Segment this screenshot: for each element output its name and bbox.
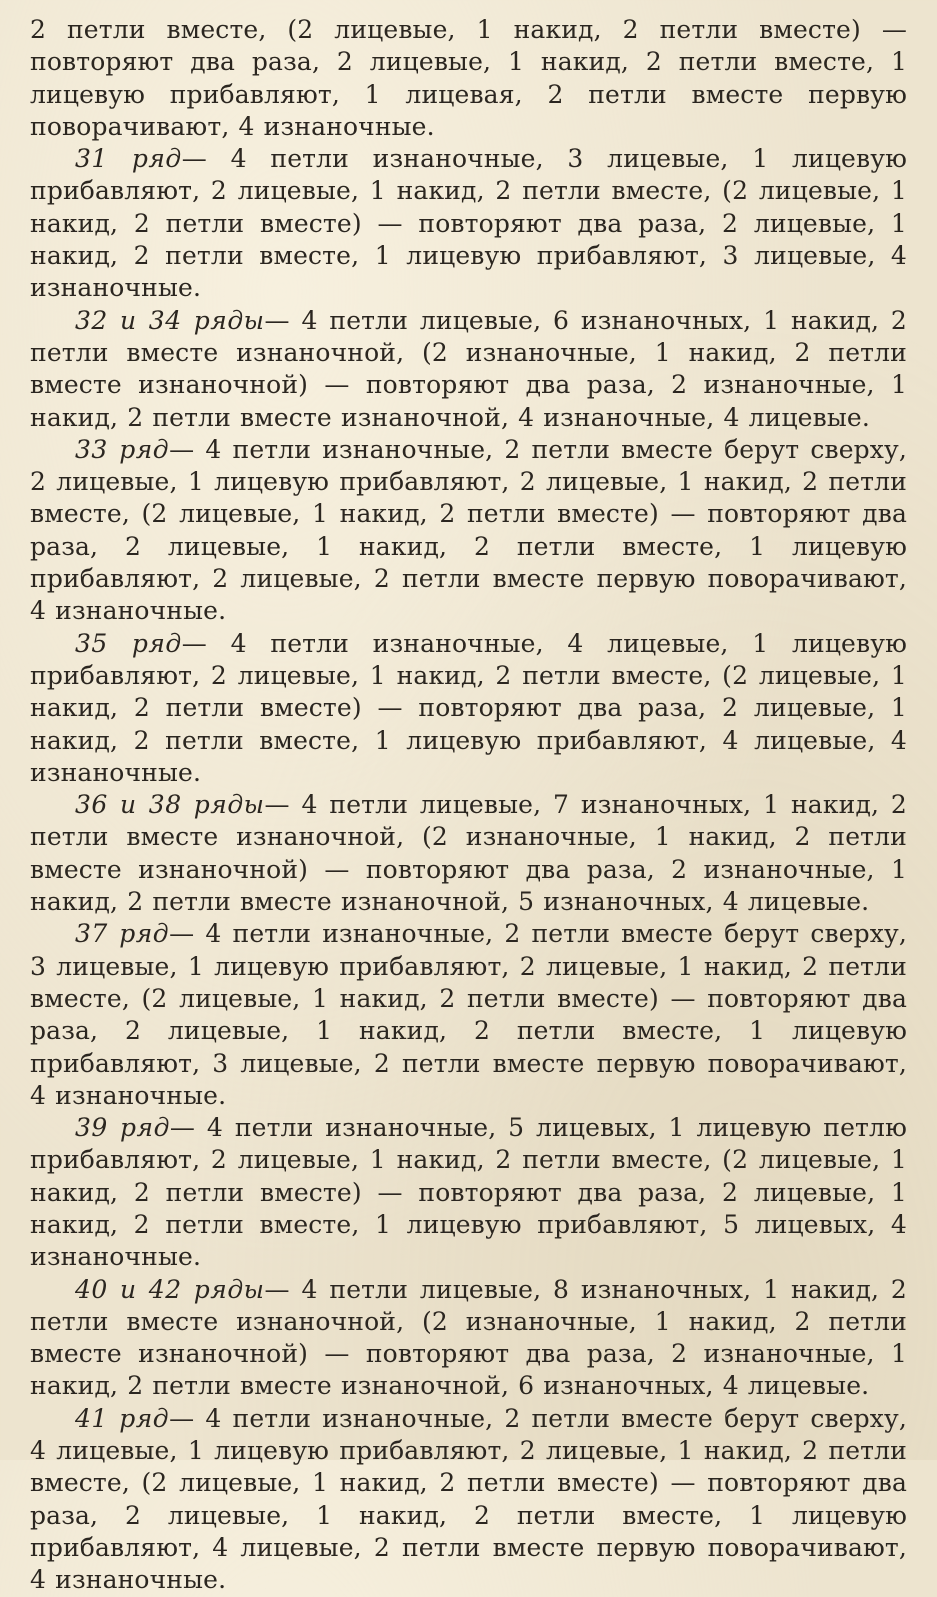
paragraph-text: — 4 петли лицевые, 8 изнаночных, 1 накид, 2 петли вместе изнаночной, (2 изнаночные, 1 накид, 2 петли вместе изнаночной) — повторяют два раза, 2 изнаночные, 1 накид, 2 петли вместе изнаночной, 6 изнаночных, 4 лицевые. xyxy=(30,1274,907,1401)
paragraph-row-41 xyxy=(30,1403,907,1597)
paragraph-rows-32-34 xyxy=(30,305,907,434)
row-label: 32 и 34 ряды xyxy=(75,305,265,335)
row-label: 33 ряд xyxy=(75,434,170,464)
row-label: 40 и 42 ряды xyxy=(75,1274,265,1304)
row-label: 41 ряд xyxy=(75,1403,170,1433)
paragraph-row-35 xyxy=(30,628,907,789)
paragraph-text: — 4 петли изнаночные, 5 лицевых, 1 лицевую петлю прибавляют, 2 лицевые, 1 накид, 2 петли вместе, (2 лицевые, 1 накид, 2 петли вместе) — повторяют два раза, 2 лицевые, 1 накид, 2 петли вместе, 1 лицевую прибавляют, 5 лицевых, 4 изнаночные. xyxy=(30,1113,907,1272)
paragraph-text: 2 петли вместе, (2 лицевые, 1 накид, 2 петли вместе) — повторяют два раза, 2 лицевые, 1 накид, 2 петли вместе, 1 лицевую прибавляют, 1 лицевая, 2 петли вместе первую поворачивают, 4 изнаночные. xyxy=(30,15,907,141)
paragraph-rows-40-42 xyxy=(30,1274,907,1403)
paragraph-rows-36-38 xyxy=(30,789,907,918)
paragraph-text: — 4 петли изнаночные, 2 петли вместе берут сверху, 2 лицевые, 1 лицевую прибавляют, 2 лицевые, 1 накид, 2 петли вместе, (2 лицевые, 1 накид, 2 петли вместе) — повторяют два раза, 2 лицевые, 1 накид, 2 петли вместе, 1 лицевую прибавляют, 2 лицевые, 2 петли вместе первую поворачивают, 4 изнаночные. xyxy=(30,434,907,626)
paragraph-text: — 4 петли лицевые, 7 изнаночных, 1 накид, 2 петли вместе изнаночной, (2 изнаночные, 1 накид, 2 петли вместе изнаночной) — повторяют два раза, 2 изнаночные, 1 накид, 2 петли вместе изнаночной, 5 изнаночных, 4 лицевые. xyxy=(30,790,907,917)
row-label: 36 и 38 ряды xyxy=(75,790,265,820)
row-label: 37 ряд xyxy=(75,919,170,949)
paragraph-row-31 xyxy=(30,143,907,304)
paragraph-text: — 4 петли лицевые, 6 изнаночных, 1 накид, 2 петли вместе изнаночной, (2 изнаночные, 1 накид, 2 петли вместе изнаночной) — повторяют два раза, 2 изнаночные, 1 накид, 2 петли вместе изнаночной, 4 изнаночные, 4 лицевые. xyxy=(30,305,907,432)
row-label: 35 ряд xyxy=(75,628,182,658)
row-label: 31 ряд xyxy=(75,144,182,174)
paragraph-text: — 4 петли изнаночные, 2 петли вместе берут сверху, 4 лицевые, 1 лицевую прибавляют, 2 лицевые, 1 накид, 2 петли вместе, (2 лицевые, 1 накид, 2 петли вместе) — повторяют два раза, 2 лицевые, 1 накид, 2 петли вместе, 1 лицевую прибавляют, 4 лицевые, 2 петли вместе первую поворачивают, 4 изнаночные. xyxy=(30,1403,907,1595)
paragraph-text: — 4 петли изнаночные, 3 лицевые, 1 лицевую прибавляют, 2 лицевые, 1 накид, 2 петли вместе, (2 лицевые, 1 накид, 2 петли вместе) — повторяют два раза, 2 лицевые, 1 накид, 2 петли вместе, 1 лицевую прибавляют, 3 лицевые, 4 изнаночные. xyxy=(30,144,907,303)
paragraph-text: — 4 петли изнаночные, 4 лицевые, 1 лицевую прибавляют, 2 лицевые, 1 накид, 2 петли вместе, (2 лицевые, 1 накид, 2 петли вместе) — повторяют два раза, 2 лицевые, 1 накид, 2 петли вместе, 1 лицевую прибавляют, 4 лицевые, 4 изнаночные. xyxy=(30,628,907,787)
paragraph-text: — 4 петли изнаночные, 2 петли вместе берут сверху, 3 лицевые, 1 лицевую прибавляют, 2 лицевые, 1 накид, 2 петли вместе, (2 лицевые, 1 накид, 2 петли вместе) — повторяют два раза, 2 лицевые, 1 накид, 2 петли вместе, 1 лицевую прибавляют, 3 лицевые, 2 петли вместе первую поворачивают, 4 изнаночные. xyxy=(30,919,907,1110)
row-label: 39 ряд xyxy=(75,1113,170,1143)
paragraph-row-39 xyxy=(30,1112,907,1273)
paragraph-continuation xyxy=(30,14,907,143)
paragraph-row-33 xyxy=(30,434,907,628)
paragraph-row-37 xyxy=(30,918,907,1112)
